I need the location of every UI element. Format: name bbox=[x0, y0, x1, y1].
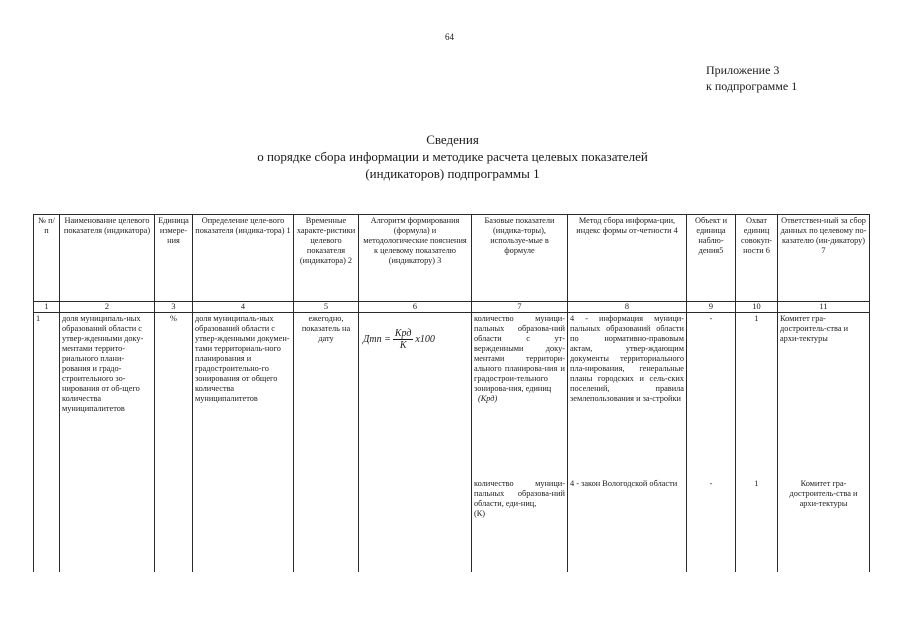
base-indicators bbox=[472, 478, 568, 572]
heading-line-1: Сведения bbox=[426, 132, 479, 147]
header-cell: Базовые показатели (индика-торы), используе-мые в формуле bbox=[472, 215, 568, 302]
heading-line-3: (индикаторов) подпрограммы 1 bbox=[365, 166, 540, 181]
header-cell: № п/п bbox=[34, 215, 60, 302]
formula-fraction bbox=[393, 328, 414, 351]
responsible: Комитет гра-достроитель-ства и архи-тектуры bbox=[778, 313, 870, 479]
column-number: 4 bbox=[193, 302, 294, 313]
indicator-name: доля муниципаль-ных образований области с утвер-жденными доку-ментами террито-риального плани-рования и градо-строительного зо-нирования от об-щего количества муниципалитетов bbox=[60, 313, 155, 479]
empty-cell bbox=[60, 478, 155, 572]
base-indicator-symbol: (К) bbox=[474, 509, 486, 518]
header-cell: Метод сбора информа-ции, индекс формы от-четности 4 bbox=[568, 215, 687, 302]
column-number: 6 bbox=[359, 302, 472, 313]
column-number-row bbox=[34, 302, 870, 313]
header-cell: Единица измере-ния bbox=[155, 215, 193, 302]
column-number: 5 bbox=[294, 302, 359, 313]
coverage: 1 bbox=[736, 478, 778, 572]
column-number: 7 bbox=[472, 302, 568, 313]
formula-suffix: x100 bbox=[415, 333, 435, 345]
header-cell: Объект и единица наблю-дения5 bbox=[687, 215, 736, 302]
formula-denominator: К bbox=[399, 340, 407, 351]
base-indicator-symbol: (Крд) bbox=[478, 394, 498, 403]
base-indicators bbox=[472, 313, 568, 479]
header-cell: Ответствен-ный за сбор данных по целевому по-казателю (ин-дикатору) 7 bbox=[778, 215, 870, 302]
header-cell: Наименование целевого показателя (индикатора) bbox=[60, 215, 155, 302]
indicator-definition: доля муниципаль-ных образований области с утвер-жденными докумен-тами территориаль-ного планирования и градостроительно-го зонирования от общего количества муниципалитетов bbox=[193, 313, 294, 479]
document-heading bbox=[150, 131, 755, 182]
formula bbox=[363, 328, 469, 351]
unit: % bbox=[155, 313, 193, 479]
header-cell: Охват единиц совокуп-ности 6 bbox=[736, 215, 778, 302]
table-row bbox=[34, 478, 870, 572]
appendix-line-2: к подпрограмме 1 bbox=[706, 79, 798, 93]
column-number: 9 bbox=[687, 302, 736, 313]
collection-method: 4 - закон Вологодской области bbox=[568, 478, 687, 572]
column-number: 2 bbox=[60, 302, 155, 313]
responsible: Комитет гра-достроитель-ства и архи-тектуры bbox=[778, 478, 870, 572]
header-cell: Определение целе-вого показателя (индика-тора) 1 bbox=[193, 215, 294, 302]
row-number: 1 bbox=[34, 313, 60, 479]
observation-object: - bbox=[687, 313, 736, 479]
header-cell: Временные характе-ристики целевого показателя (индикатора) 2 bbox=[294, 215, 359, 302]
timing: ежегодно, показатель на дату bbox=[294, 313, 359, 479]
header-cell: Алгоритм формирования (формула) и методологические пояснения к целевому показателю (индикатору) 3 bbox=[359, 215, 472, 302]
appendix-line-1: Приложение 3 bbox=[706, 63, 780, 77]
page-number: 64 bbox=[445, 32, 454, 42]
header-row bbox=[34, 215, 870, 302]
empty-cell bbox=[359, 478, 472, 572]
base-indicator-text: количество муници-пальных образова-ний области с ут-вержденными доку-ментами территори-ального планирова-ния и градострои-тельного зонирова-ния, единиц bbox=[474, 314, 565, 393]
coverage: 1 bbox=[736, 313, 778, 479]
collection-method: 4 - информация муници-пальных образований области по нормативно-правовым актам, утвер-ждающим документы территориального пла-нирования, генеральные планы городских и сель-ских поселений, правила землепользования и за-стройки bbox=[568, 313, 687, 479]
formula-numerator: Крд bbox=[394, 328, 412, 339]
formula-lhs: Дтп = bbox=[363, 333, 391, 345]
table-row bbox=[34, 313, 870, 479]
column-number: 1 bbox=[34, 302, 60, 313]
indicator-table bbox=[33, 214, 870, 572]
empty-cell bbox=[193, 478, 294, 572]
empty-cell bbox=[294, 478, 359, 572]
formula-cell bbox=[359, 313, 472, 479]
appendix-label bbox=[706, 62, 797, 94]
column-number: 3 bbox=[155, 302, 193, 313]
base-indicator-text: количество муници-пальных образова-ний области, еди-ниц, bbox=[474, 479, 565, 508]
column-number: 10 bbox=[736, 302, 778, 313]
empty-cell bbox=[155, 478, 193, 572]
column-number: 8 bbox=[568, 302, 687, 313]
empty-cell bbox=[34, 478, 60, 572]
observation-object: - bbox=[687, 478, 736, 572]
heading-line-2: о порядке сбора информации и методике расчета целевых показателей bbox=[257, 149, 648, 164]
column-number: 11 bbox=[778, 302, 870, 313]
